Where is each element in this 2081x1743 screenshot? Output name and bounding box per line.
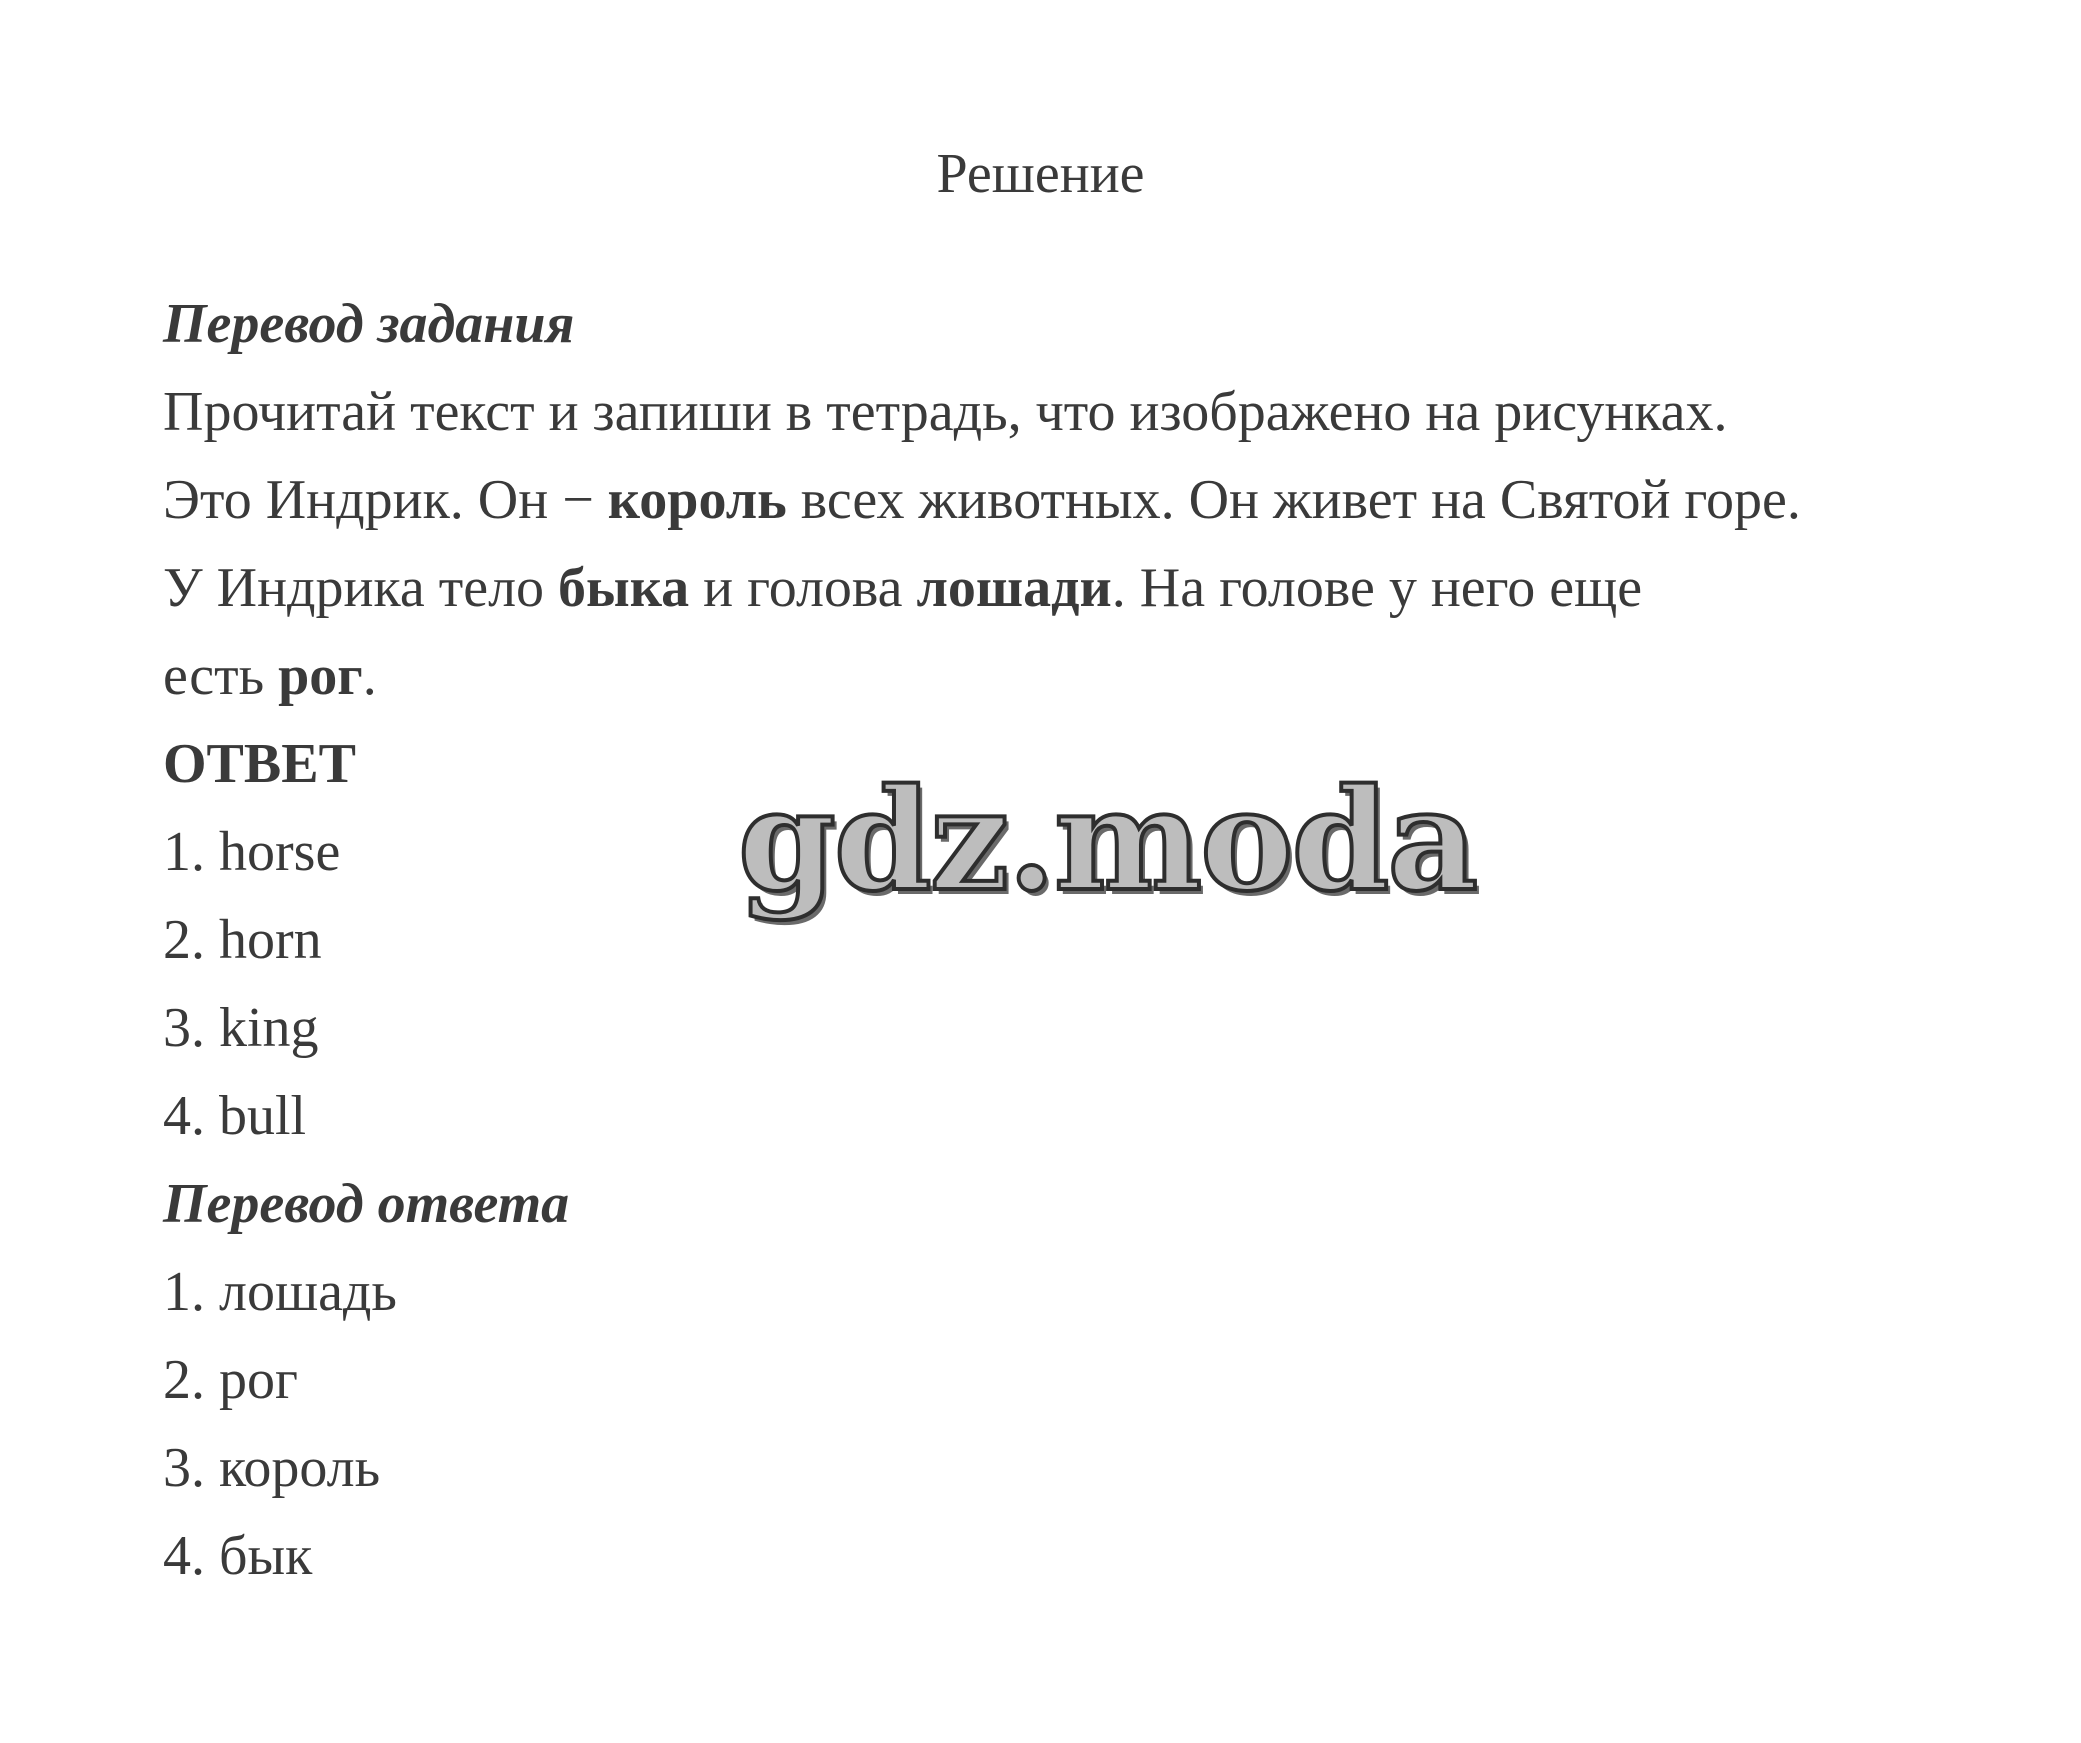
text-fragment: . [362,645,377,707]
watermark: gdz.moda [738,759,1477,923]
task-text-line-3 [163,632,2013,720]
keyword-horse: лошади [916,557,1112,619]
answer-heading: ОТВЕТ [163,733,356,795]
task-translation-heading: Перевод задания [163,293,575,355]
answer-translation-item: 3. король [163,1437,381,1499]
keyword-horn: рог [278,645,363,707]
text-fragment: всех животных. Он живет на Святой горе. [786,469,1801,531]
keyword-bull: быка [558,557,690,619]
page-title: Решение [936,143,1145,205]
text-fragment: . На голове у него еще [1111,557,1643,619]
task-text-line-2 [163,544,2013,632]
answer-translation-item: 2. рог [163,1349,298,1411]
text-fragment: и голова [689,557,917,619]
task-instruction: Прочитай текст и запиши в тетрадь, что изображено на рисунках. [163,381,1728,443]
text-fragment: есть [163,645,279,707]
answer-item: 2. horn [163,909,322,971]
answer-item: 4. bull [163,1085,307,1147]
answer-translation-item: 1. лошадь [163,1261,397,1323]
answer-item: 1. horse [163,821,341,883]
answer-translation-item: 4. бык [163,1525,313,1587]
solution-content [163,280,2013,1600]
text-fragment: Это Индрик. Он − [163,469,608,531]
answer-translation-heading: Перевод ответа [163,1173,570,1235]
text-fragment: У Индрика тело [163,557,559,619]
answer-item: 3. king [163,997,319,1059]
task-text-line-1 [163,456,2013,544]
keyword-king: король [607,469,787,531]
